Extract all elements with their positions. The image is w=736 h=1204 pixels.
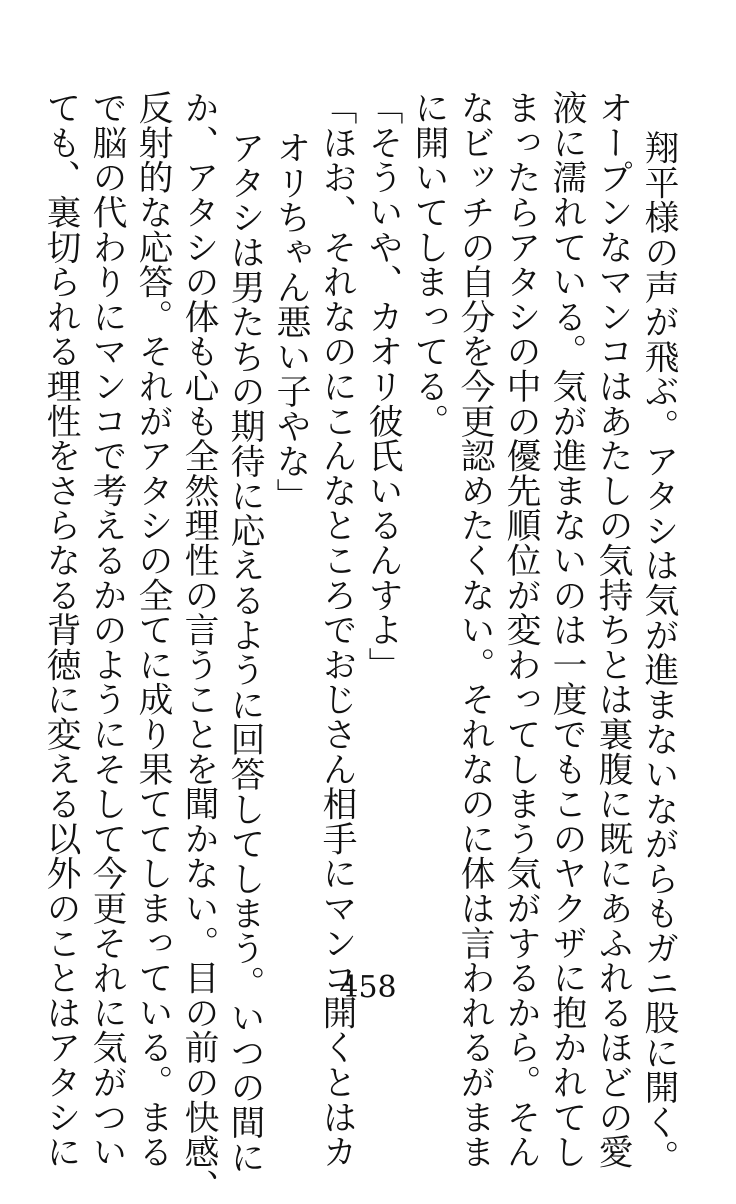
text-line-4: まったらアタシの中の優先順位が変わってしまう気がするから。そん bbox=[500, 90, 540, 1169]
page-number: 458 bbox=[339, 970, 397, 1005]
text-line-12: 反射的な応答。それがアタシの全てに成り果ててしまっている。まる bbox=[132, 90, 172, 1169]
text-line-7: 「そういや、カオリ彼氏いるんすよ」 bbox=[362, 90, 402, 682]
text-line-8: 「ほお、それなのにこんなところでおじさん相手にマンコ開くとはカ bbox=[316, 90, 356, 1169]
text-line-3: 液に濡れている。気が進まないのは一度でもこのヤクザに抱かれてし bbox=[546, 90, 586, 1169]
text-line-13: で脳の代わりにマンコで考えるかのようにそして今更それに気がつい bbox=[86, 90, 126, 1169]
text-line-11: か、アタシの体も心も全然理性の言うことを聞かない。目の前の快感、 bbox=[178, 90, 218, 1204]
text-line-1: 翔平様の声が飛ぶ。アタシは気が進まないながらもガニ股に開く。 bbox=[638, 130, 678, 1174]
text-line-5: なビッチの自分を今更認めたくない。それなのに体は言われるがまま bbox=[454, 90, 494, 1169]
text-line-10: アタシは男たちの期待に応えるように回答してしまう。いつの間に bbox=[224, 130, 264, 1174]
text-line-2: オープンなマンコはあたしの気持ちとは裏腹に既にあふれるほどの愛 bbox=[592, 90, 632, 1169]
text-line-6: に開いてしまってる。 bbox=[408, 90, 448, 438]
text-line-14: ても、裏切られる理性をさらなる背徳に変える以外のことはアタシに bbox=[40, 90, 80, 1169]
text-line-9: オリちゃん悪い子やな」 bbox=[270, 130, 310, 513]
